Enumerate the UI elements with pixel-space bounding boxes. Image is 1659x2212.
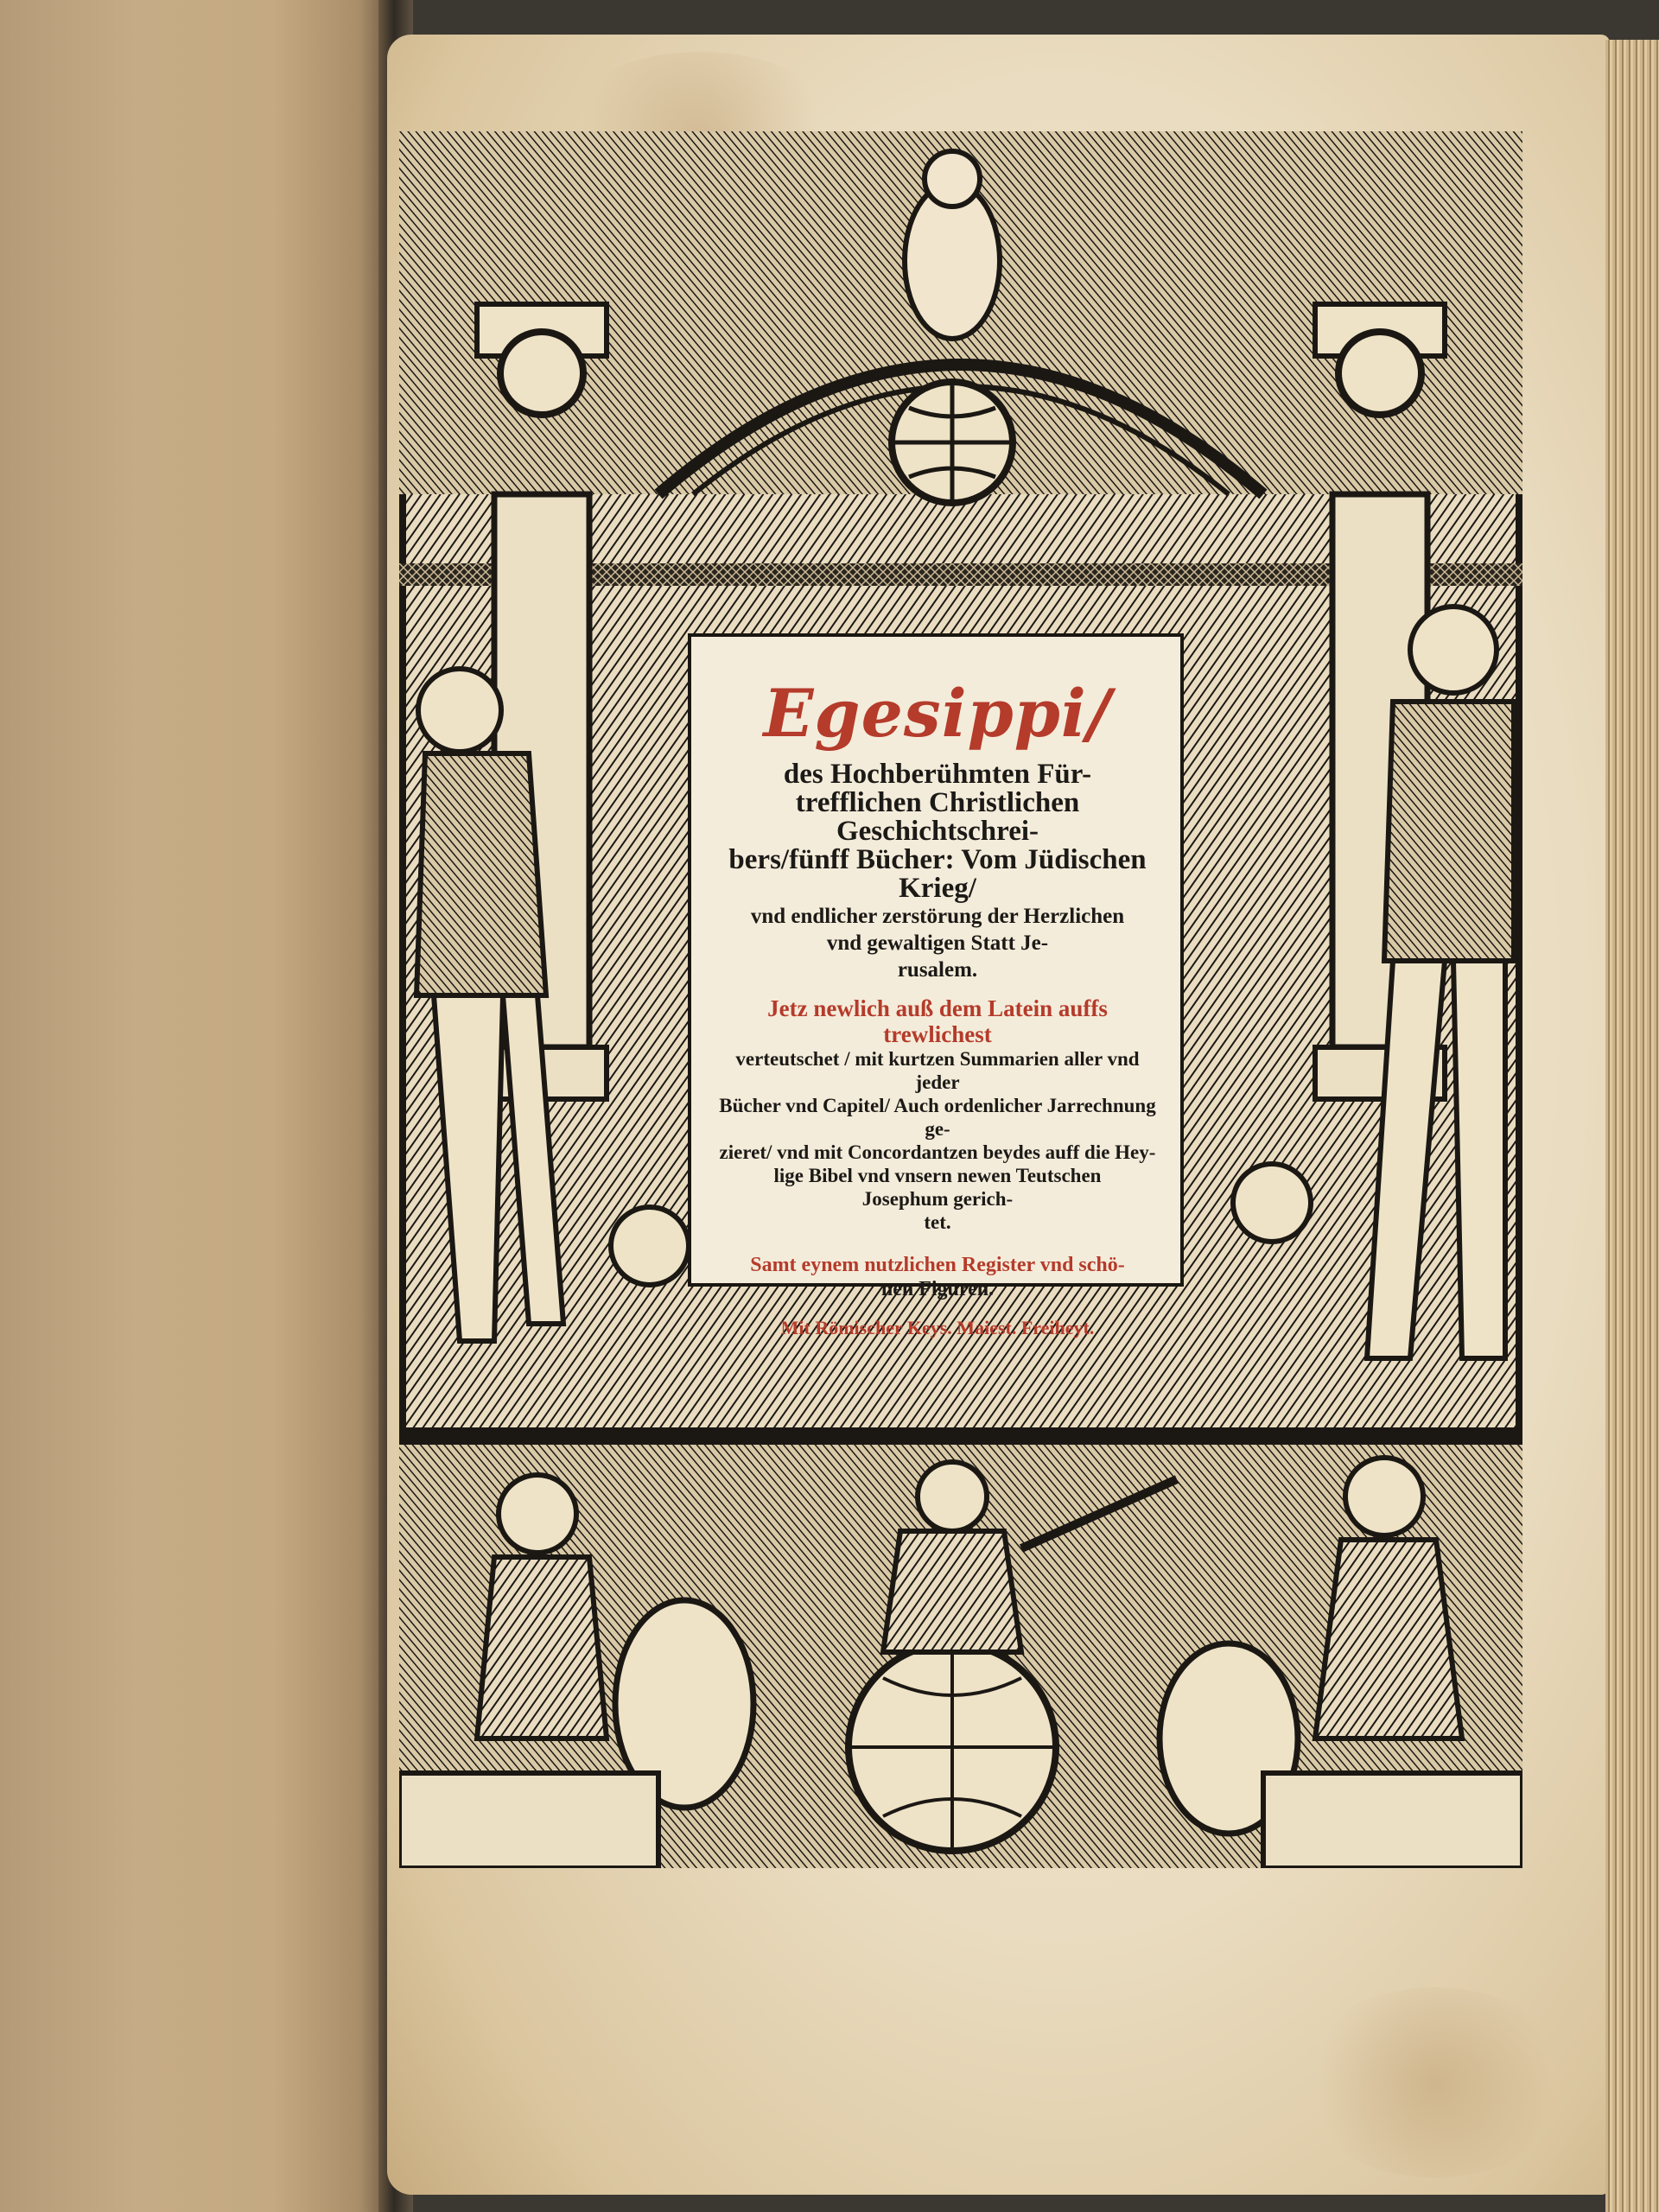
page-edges <box>1605 40 1659 2212</box>
subtitle-small-line: vnd endlicher zerstörung der Herzlichen <box>750 905 1125 928</box>
translation-note-red: Jetz newlich auß dem Latein auffs trewlichest <box>767 995 1108 1047</box>
description-line: tet. <box>924 1211 951 1233</box>
description-line: zieret/ vnd mit Concordantzen beydes auff die Hey- <box>719 1141 1156 1163</box>
register-note-black: nen Figuren. <box>880 1278 995 1300</box>
subtitle-line: bers/fünff Bücher: Vom Jüdischen Krieg/ <box>728 844 1147 904</box>
register-note <box>717 1253 1158 1301</box>
description-line: Josephum gerich- <box>861 1188 1014 1210</box>
water-stain <box>1296 1987 1573 2177</box>
imperial-privilege: Mit Römischer Keys. Maiest. Freiheyt. <box>780 1317 1095 1338</box>
subtitle-small-line: vnd gewaltigen Statt Je- <box>826 931 1049 955</box>
subtitle-line: trefflichen Christlichen Geschichtschrei- <box>795 787 1080 847</box>
subtitle-line: des Hochberühmten Für- <box>783 759 1092 790</box>
subtitle-small-line: rusalem. <box>897 958 978 982</box>
description-line: Bücher vnd Capitel/ Auch ordenlicher Jarrechnung ge- <box>719 1095 1156 1140</box>
title-panel <box>688 633 1184 1338</box>
register-note-red: Samt eynem nutzlichen Register vnd schö- <box>750 1254 1125 1276</box>
description-line: lige Bibel vnd vnsern newen Teutschen <box>773 1165 1102 1186</box>
book-title: Egesippi/ <box>763 675 1112 752</box>
left-blank-page <box>0 0 391 2212</box>
description-line: verteutschet / mit kurtzen Summarien aller vnd jeder <box>735 1048 1140 1093</box>
